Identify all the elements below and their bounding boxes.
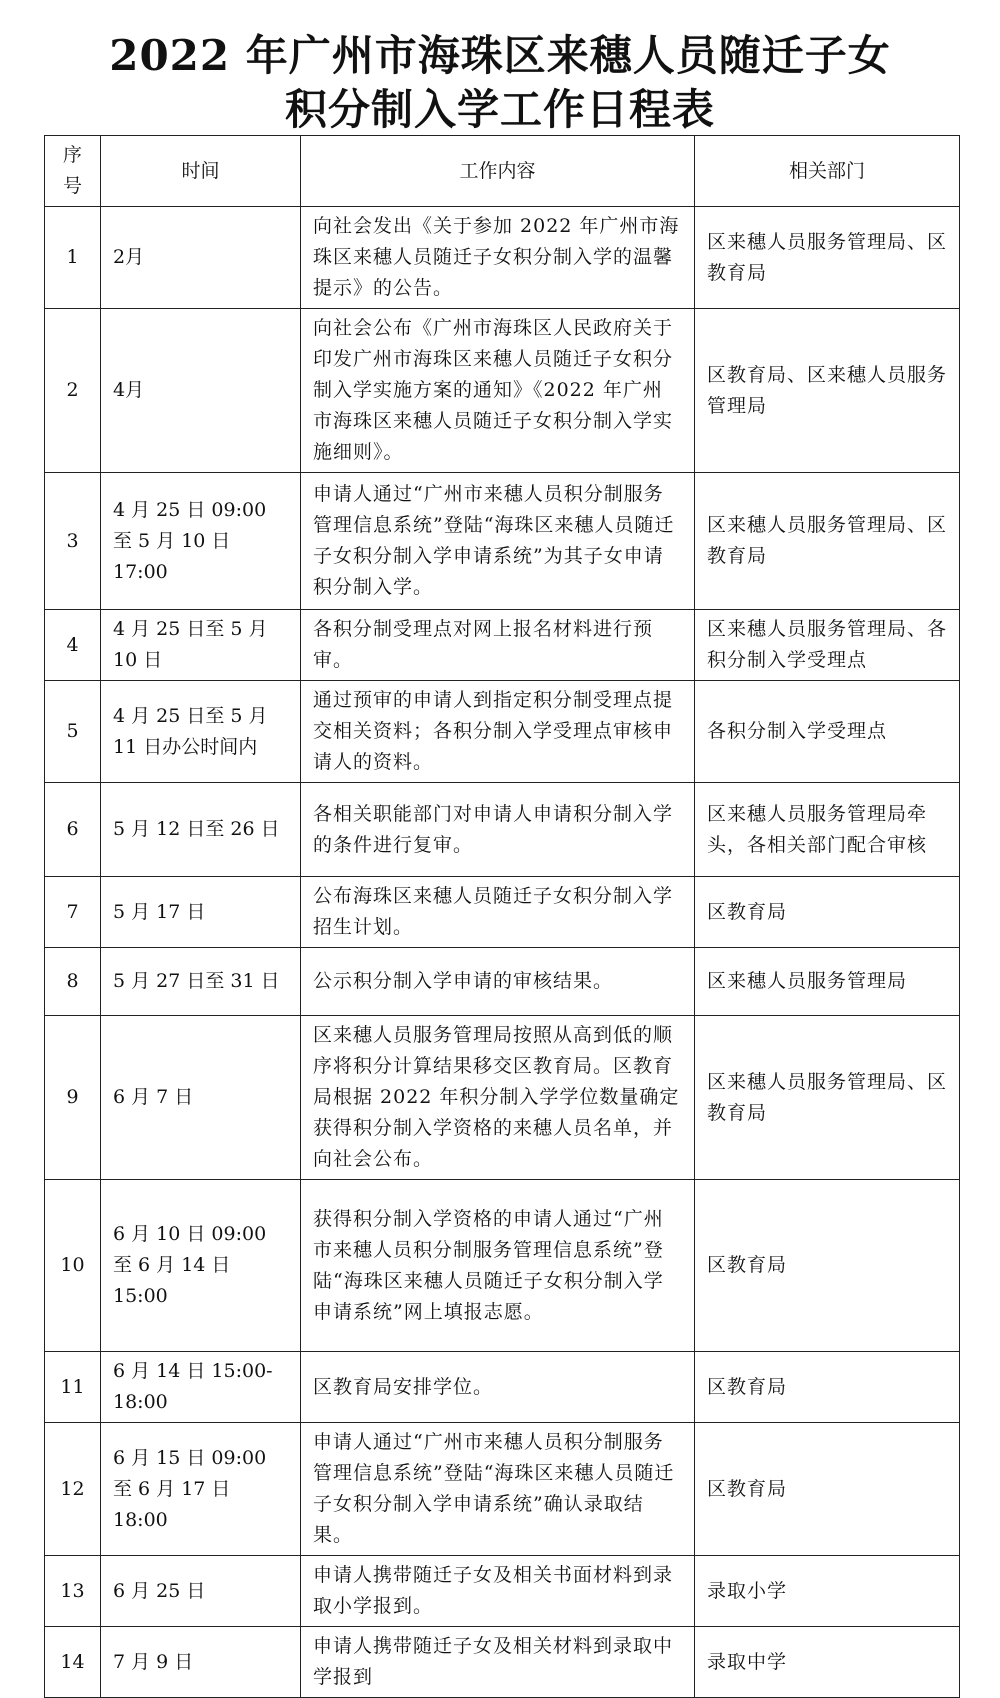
- row-dept: 区来穗人员服务管理局、区教育局: [695, 1016, 960, 1180]
- row-dept: 录取中学: [695, 1627, 960, 1698]
- table-row: [45, 1180, 960, 1352]
- row-time: 4月: [101, 309, 301, 473]
- row-dept: 区来穗人员服务管理局牵头，各相关部门配合审核: [695, 783, 960, 877]
- row-seq: 7: [45, 877, 101, 948]
- document-title-line-1: 2022 年广州市海珠区来穗人员随迁子女: [109, 31, 891, 80]
- header-dept: 相关部门: [695, 136, 960, 207]
- table-row: [45, 1627, 960, 1698]
- table-row: [45, 1352, 960, 1423]
- document-title-line-2: 积分制入学工作日程表: [284, 85, 715, 134]
- row-content: 各积分制受理点对网上报名材料进行预审。: [301, 610, 695, 681]
- table-row: [45, 207, 960, 309]
- row-dept: 区来穗人员服务管理局: [695, 948, 960, 1016]
- row-seq: 2: [45, 309, 101, 473]
- row-seq: 11: [45, 1352, 101, 1423]
- row-dept: 各积分制入学受理点: [695, 681, 960, 783]
- row-time: 5 月 17 日: [101, 877, 301, 948]
- header-seq: 序号: [45, 136, 101, 207]
- row-dept: 区教育局: [695, 1180, 960, 1352]
- row-content: 获得积分制入学资格的申请人通过“广州市来穗人员积分制服务管理信息系统”登陆“海珠区来穗人员随迁子女积分制入学申请系统”网上填报志愿。: [301, 1180, 695, 1352]
- row-content: 申请人通过“广州市来穗人员积分制服务管理信息系统”登陆“海珠区来穗人员随迁子女积分制入学申请系统”为其子女申请积分制入学。: [301, 473, 695, 610]
- row-time: 4 月 25 日 09:00 至 5 月 10 日 17:00: [101, 473, 301, 610]
- header-content: 工作内容: [301, 136, 695, 207]
- header-time: 时间: [101, 136, 301, 207]
- row-seq: 14: [45, 1627, 101, 1698]
- row-dept: 区来穗人员服务管理局、各积分制入学受理点: [695, 610, 960, 681]
- row-dept: 区教育局: [695, 1352, 960, 1423]
- table-row: [45, 783, 960, 877]
- row-content: 申请人通过“广州市来穗人员积分制服务管理信息系统”登陆“海珠区来穗人员随迁子女积分制入学申请系统”确认录取结果。: [301, 1423, 695, 1556]
- row-seq: 12: [45, 1423, 101, 1556]
- table-row: [45, 473, 960, 610]
- table-header-row: [45, 136, 960, 207]
- row-time: 5 月 12 日至 26 日: [101, 783, 301, 877]
- table-row: [45, 1016, 960, 1180]
- row-time: 4 月 25 日至 5 月 11 日办公时间内: [101, 681, 301, 783]
- row-time: 6 月 7 日: [101, 1016, 301, 1180]
- row-seq: 3: [45, 473, 101, 610]
- row-content: 区来穗人员服务管理局按照从高到低的顺序将积分计算结果移交区教育局。区教育局根据 2022 年积分制入学学位数量确定获得积分制入学资格的来穗人员名单，并向社会公布。: [301, 1016, 695, 1180]
- row-dept: 区来穗人员服务管理局、区教育局: [695, 473, 960, 610]
- row-time: 6 月 25 日: [101, 1556, 301, 1627]
- row-seq: 13: [45, 1556, 101, 1627]
- row-time: 4 月 25 日至 5 月 10 日: [101, 610, 301, 681]
- row-dept: 区教育局: [695, 1423, 960, 1556]
- row-content: 公布海珠区来穗人员随迁子女积分制入学招生计划。: [301, 877, 695, 948]
- row-seq: 9: [45, 1016, 101, 1180]
- table-row: [45, 877, 960, 948]
- row-time: 6 月 14 日 15:00-18:00: [101, 1352, 301, 1423]
- table-row: [45, 309, 960, 473]
- table-row: [45, 681, 960, 783]
- row-seq: 4: [45, 610, 101, 681]
- row-seq: 6: [45, 783, 101, 877]
- row-seq: 10: [45, 1180, 101, 1352]
- row-seq: 5: [45, 681, 101, 783]
- table-row: [45, 1423, 960, 1556]
- table-row: [45, 1556, 960, 1627]
- row-dept: 区教育局、区来穗人员服务管理局: [695, 309, 960, 473]
- row-content: 区教育局安排学位。: [301, 1352, 695, 1423]
- row-content: 向社会发出《关于参加 2022 年广州市海珠区来穗人员随迁子女积分制入学的温馨提示》的公告。: [301, 207, 695, 309]
- schedule-table: [44, 135, 960, 1698]
- row-content: 各相关职能部门对申请人申请积分制入学的条件进行复审。: [301, 783, 695, 877]
- row-content: 申请人携带随迁子女及相关材料到录取中学报到: [301, 1627, 695, 1698]
- row-content: 申请人携带随迁子女及相关书面材料到录取小学报到。: [301, 1556, 695, 1627]
- row-content: 通过预审的申请人到指定积分制受理点提交相关资料；各积分制入学受理点审核申请人的资料。: [301, 681, 695, 783]
- row-time: 7 月 9 日: [101, 1627, 301, 1698]
- row-seq: 8: [45, 948, 101, 1016]
- row-time: 6 月 10 日 09:00 至 6 月 14 日 15:00: [101, 1180, 301, 1352]
- row-time: 6 月 15 日 09:00 至 6 月 17 日 18:00: [101, 1423, 301, 1556]
- row-time: 5 月 27 日至 31 日: [101, 948, 301, 1016]
- row-time: 2月: [101, 207, 301, 309]
- table-row: [45, 948, 960, 1016]
- row-content: 公示积分制入学申请的审核结果。: [301, 948, 695, 1016]
- table-row: [45, 610, 960, 681]
- row-content: 向社会公布《广州市海珠区人民政府关于印发广州市海珠区来穗人员随迁子女积分制入学实施方案的通知》《2022 年广州市海珠区来穗人员随迁子女积分制入学实施细则》。: [301, 309, 695, 473]
- row-dept: 区教育局: [695, 877, 960, 948]
- row-seq: 1: [45, 207, 101, 309]
- row-dept: 录取小学: [695, 1556, 960, 1627]
- row-dept: 区来穗人员服务管理局、区教育局: [695, 207, 960, 309]
